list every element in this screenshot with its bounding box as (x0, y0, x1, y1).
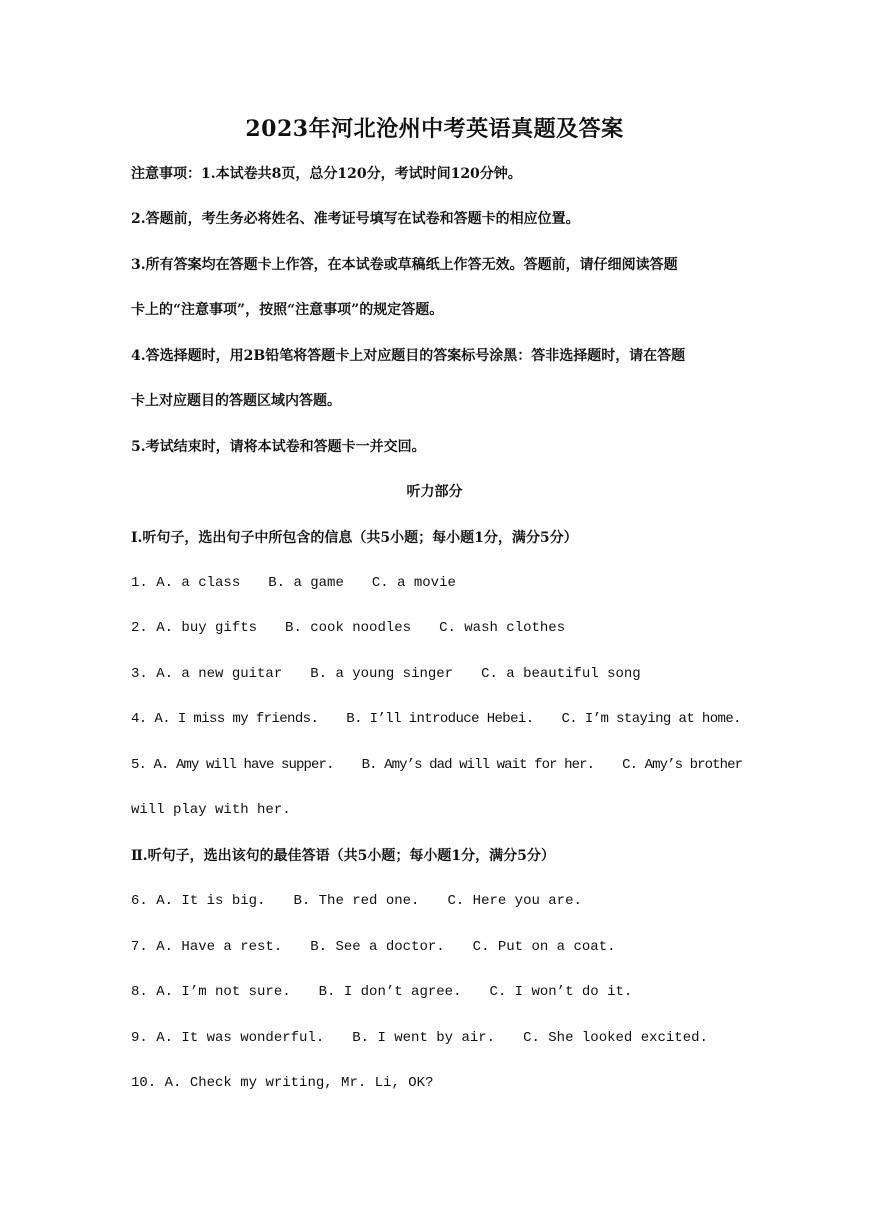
option-a: A. Have a rest. (156, 939, 283, 955)
option-c: C. Put on a coat. (472, 939, 616, 955)
option-b: B. Amy’s dad will wait for her. (361, 757, 595, 773)
question-number: 10. (131, 1075, 157, 1091)
question-5-cont: will play with her. (131, 802, 291, 818)
question-number: 7. (131, 939, 148, 955)
option-b: B. See a doctor. (310, 939, 445, 955)
question-number: 3. (131, 666, 148, 682)
notice-3: 3.所有答案均在答题卡上作答，在本试卷或草稿纸上作答无效。答题前，请仔细阅读答题 (131, 257, 678, 273)
question-10 (131, 1073, 433, 1093)
option-b: B. cook noodles (285, 620, 412, 636)
option-a: A. buy gifts (156, 620, 258, 636)
option-b: B. I don’t agree. (318, 984, 462, 1000)
option-b: B. I went by air. (352, 1030, 496, 1046)
option-c: C. I’m staying at home. (561, 711, 741, 727)
option-b: B. The red one. (293, 893, 420, 909)
notice-2: 2.答题前，考生务必将姓名、准考证号填写在试卷和答题卡的相应位置。 (131, 211, 580, 227)
option-c: C. Amy’s brother (622, 757, 743, 773)
option-a: A. It is big. (156, 893, 266, 909)
part2-heading: Ⅱ.听句子，选出该句的最佳答语（共5小题；每小题1分，满分5分） (131, 848, 555, 864)
option-c: C. a beautiful song (481, 666, 641, 682)
notice-3-cont: 卡上的“注意事项”，按照“注意事项”的规定答题。 (131, 302, 444, 318)
question-number: 9. (131, 1030, 148, 1046)
question-5 (131, 755, 742, 775)
option-c: C. a movie (371, 575, 456, 591)
notice-4: 4.答选择题时，用2B铅笔将答题卡上对应题目的答案标号涂黑：答非选择题时，请在答题 (131, 348, 686, 364)
question-8 (131, 982, 632, 1002)
question-7 (131, 937, 616, 957)
option-b: B. I’ll introduce Hebei. (346, 711, 534, 727)
option-a: A. a class (156, 575, 241, 591)
option-c: C. I won’t do it. (489, 984, 633, 1000)
section-heading: 听力部分 (406, 484, 463, 500)
notice-1: 注意事项：1.本试卷共8页，总分120分，考试时间120分钟。 (131, 166, 522, 182)
option-a: A. I’m not sure. (156, 984, 291, 1000)
option-a: A. a new guitar (156, 666, 283, 682)
page-title: 2023年河北沧州中考英语真题及答案 (245, 116, 624, 142)
question-1 (131, 573, 456, 593)
option-c: C. Here you are. (447, 893, 582, 909)
question-9 (131, 1028, 708, 1048)
option-c: C. She looked excited. (523, 1030, 708, 1046)
question-2 (131, 618, 565, 638)
option-a: A. Amy will have supper. (153, 757, 334, 773)
question-number: 1. (131, 575, 148, 591)
question-number: 4. (131, 711, 147, 727)
question-number: 2. (131, 620, 148, 636)
question-number: 6. (131, 893, 148, 909)
question-3 (131, 664, 641, 684)
question-number: 8. (131, 984, 148, 1000)
part1-heading: Ⅰ.听句子，选出句子中所包含的信息（共5小题；每小题1分，满分5分） (131, 530, 578, 546)
question-text: A. Check my writing, Mr. Li, OK? (164, 1075, 434, 1091)
option-a: A. It was wonderful. (156, 1030, 325, 1046)
option-a: A. I miss my friends. (154, 711, 319, 727)
option-b: B. a young singer (310, 666, 454, 682)
notice-4-cont: 卡上对应题目的答题区域内答题。 (131, 393, 341, 409)
question-number: 5. (131, 757, 147, 773)
question-4 (131, 709, 741, 729)
notice-5: 5.考试结束时，请将本试卷和答题卡一并交回。 (131, 439, 426, 455)
option-b: B. a game (268, 575, 344, 591)
option-c: C. wash clothes (439, 620, 566, 636)
question-6 (131, 891, 582, 911)
